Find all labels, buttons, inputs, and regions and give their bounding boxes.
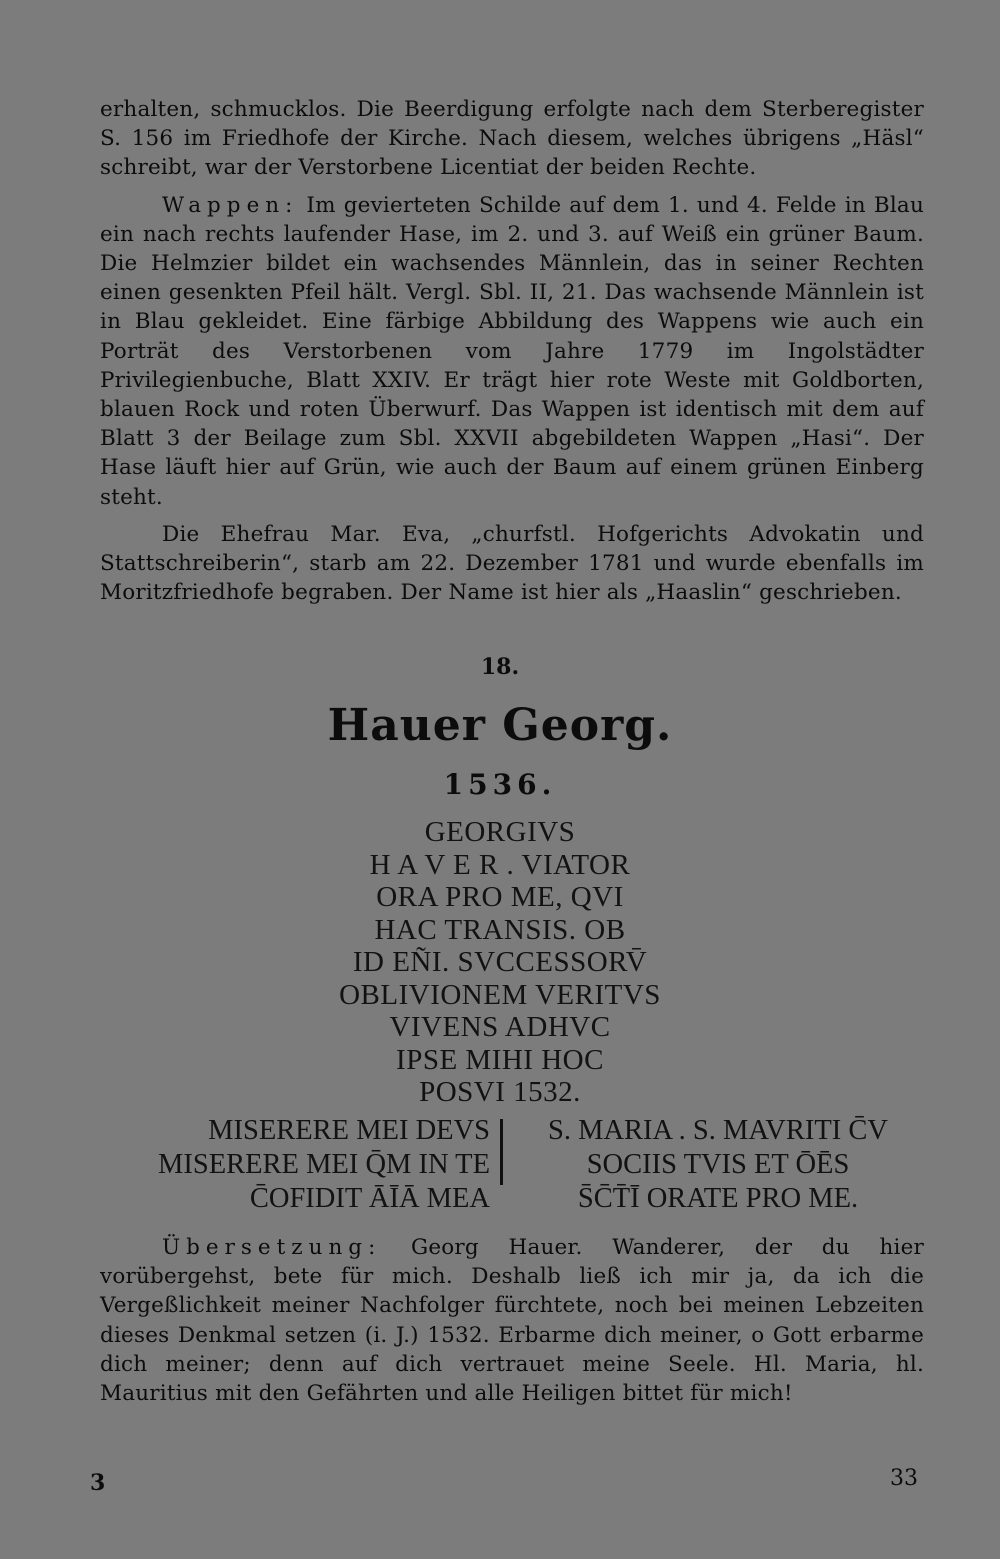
page-number: 33 — [890, 1466, 918, 1491]
inscription-line: GEORGIVS — [424, 816, 576, 848]
section-number: 18. — [480, 654, 520, 680]
paragraph-wife: Die Ehefrau Mar. Eva, „churfstl. Hofgerichts Advokatin und Stattschreiberin“, starb am 22. Dezember 1781 und wurde ebenfalls im Moritzfriedhofe begraben. Der Name ist hier als „Haaslin“ geschrieben. — [100, 521, 924, 606]
inscription-line: VIVENS ADHVC — [389, 1011, 611, 1043]
translation-label: Übersetzung: — [162, 1235, 382, 1260]
inscription-line: MISERERE MEI DEVS — [208, 1115, 490, 1146]
translation-text: Georg Hauer. Wanderer, der du hier vorübergehst, bete für mich. Deshalb ließ ich mir ja, da ich die Vergeßlichkeit meiner Nachfolger fürchtete, noch bei meinen Lebzeiten dieses Denkmal setzen (i. J.) 1532. Erbarme dich meiner, o Gott erbarme dich meiner; denn auf dich vertrauet meine Seele. Hl. Maria, hl. Mauritius mit den Gefährten und alle Heiligen bittet für mich! — [100, 1235, 924, 1407]
paragraph-translation — [100, 1233, 924, 1408]
inscription-line: POSVI 1532. — [419, 1076, 581, 1108]
inscription-line: ORA PRO ME, QVI — [376, 881, 624, 913]
wappen-label: Wappen: — [162, 192, 299, 218]
inscription-line: S̄C̄T̄Ī ORATE PRO ME. — [577, 1183, 859, 1214]
section-year: 1536. — [443, 768, 557, 801]
translation-block — [100, 1233, 924, 1416]
inscription-line: ID EÑI. SVCCESSORV̄ — [352, 946, 648, 978]
section-title: Hauer Georg. — [327, 700, 673, 751]
signature-mark: 3 — [90, 1470, 106, 1496]
inscription-line: SOCIIS TVIS ET ŌĒS — [586, 1149, 850, 1180]
wappen-text: Im gevierteten Schilde auf dem 1. und 4. Felde in Blau ein nach rechts laufender Hase, im 2. und 3. auf Weiß ein grüner Baum. Die Helmzier bildet ein wachsendes Männlein, das in seiner Rechten einen gesenkten Pfeil hält. Vergl. Sbl. II, 21. Das wachsende Männlein ist in Blau gekleidet. Eine färbige Abbildung des Wappens wie auch ein Porträt des Verstorbenen vom Jahre 1779 im Ingolstädter Privilegienbuche, Blatt XXIV. Er trägt hier rote Weste mit Goldborten, blauen Rock und roten Überwurf. Das Wappen ist identisch mit dem auf Blatt 3 der Beilage zum Sbl. XXVII abgebildeten Wappen „Hasi“. Der Hase läuft hier auf Grün, wie auch der Baum auf einem grünen Einberg steht. — [100, 192, 924, 510]
inscription-line: C̄OFIDIT ĀĪĀ MEA — [249, 1183, 490, 1214]
inscription-line: OBLIVIONEM VERITVS — [339, 978, 661, 1011]
epitaph-inscription — [0, 816, 1000, 1109]
paragraph-burial: erhalten, schmucklos. Die Beerdigung erfolgte nach dem Sterberegister S. 156 im Friedhofe der Kirche. Nach diesem, welches übrigens „Häsl“ schreibt, war der Verstorbene Licentiat der beiden Rechte. — [100, 97, 924, 181]
inscription-line: IPSE MIHI HOC — [396, 1043, 604, 1076]
inscription-line: MISERERE MEI Q̄M IN TE — [158, 1149, 490, 1180]
top-text-block — [100, 95, 924, 615]
inscription-line: H A V E R . VIATOR — [369, 848, 631, 881]
inscription-line: HAC TRANSIS. OB — [374, 913, 626, 946]
inscription-right-column — [518, 1114, 918, 1216]
inscription-left-column — [100, 1114, 490, 1216]
inscription-line: S. MARIA . S. MAVRITI C̄V — [548, 1115, 888, 1146]
inscription-divider — [500, 1119, 503, 1185]
paragraph-coat-of-arms — [100, 191, 924, 512]
